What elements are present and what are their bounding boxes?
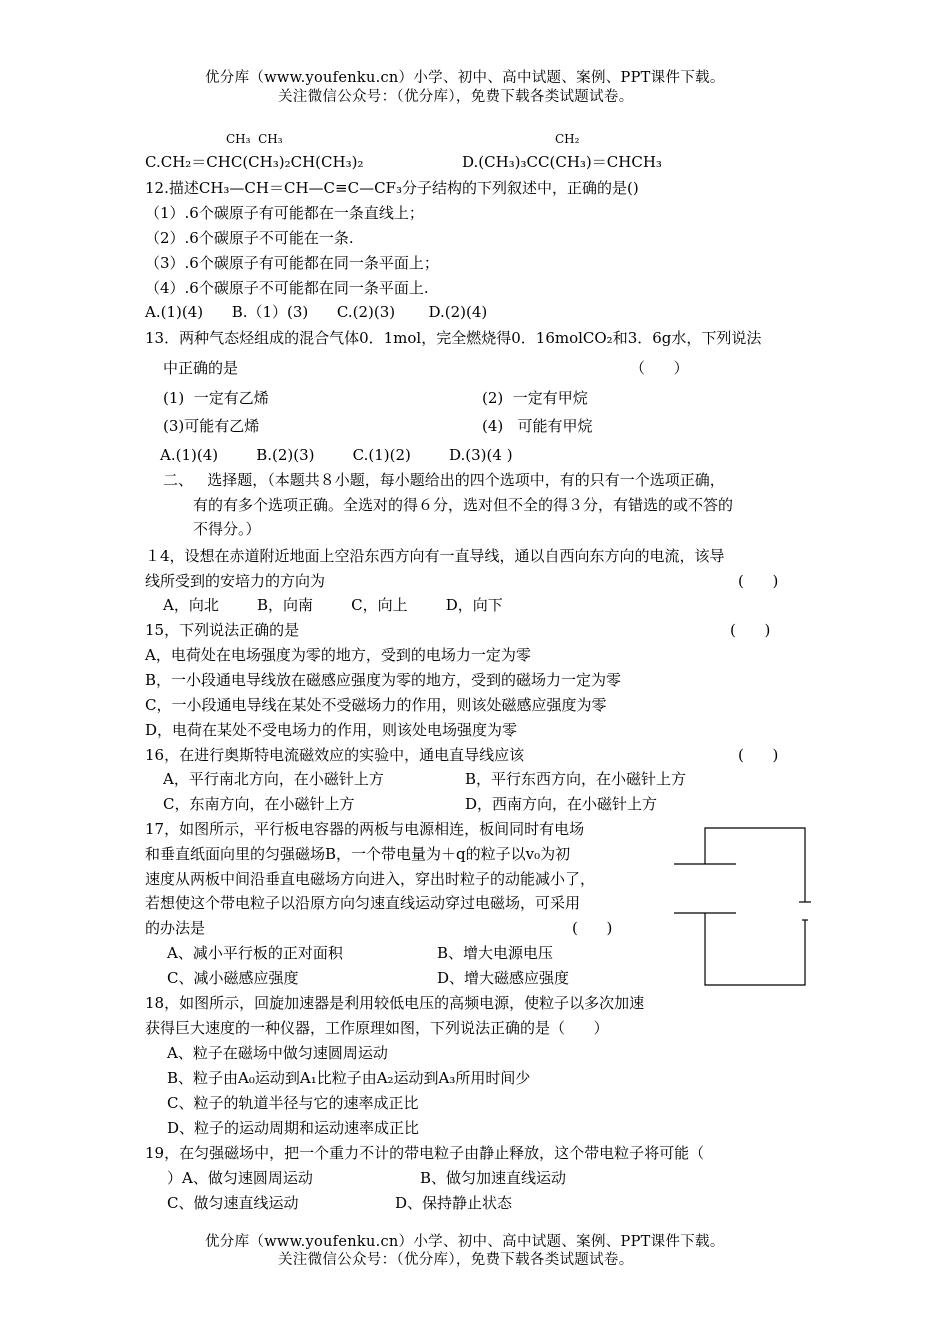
q17-option-a: A、减小平行板的正对面积 <box>167 944 343 962</box>
q12-stem: 12.描述CH₃—CH＝CH—C≡C—CF₃分子结构的下列叙述中，正确的是() <box>145 179 639 197</box>
q16-stem: 16，在进行奥斯特电流磁效应的实验中，通电直导线应该 <box>145 746 525 764</box>
q19-option-c: C、做匀速直线运动 <box>167 1194 299 1212</box>
q18-stem-2: 获得巨大速度的一种仪器，工作原理如图，下列说法正确的是（ ） <box>145 1019 609 1037</box>
header-line-1: 优分库（www.youfenku.cn）小学、初中、高中试题、案例、PPT课件下载。 <box>205 70 725 86</box>
q16-option-c: C，东南方向，在小磁针上方 <box>163 795 355 813</box>
q19-option-d: D、保持静止状态 <box>395 1194 513 1212</box>
q12-options: A.(1)(4) B.（1）(3) C.(2)(3) D.(2)(4) <box>145 303 488 321</box>
q14-answer-paren: ( ) <box>738 572 779 590</box>
q13-stem-cont: 中正确的是 <box>163 359 239 377</box>
q15-stem: 15，下列说法正确的是 <box>145 621 300 639</box>
q11-option-c: C.CH₂＝CHC(CH₃)₂CH(CH₃)₂ <box>145 153 364 171</box>
q17-stem-2: 和垂直纸面向里的匀强磁场B，一个带电量为＋q的粒子以v₀为初 <box>145 845 571 863</box>
q17-option-d: D、增大磁感应强度 <box>437 969 570 987</box>
q12-statement-1: （1）.6个碳原子有可能都在一条直线上； <box>145 204 424 222</box>
section2-intro-1: 二、 选择题，（本题共８小题，每小题给出的四个选项中，有的只有一个选项正确， <box>163 471 725 489</box>
q13-statement-2: (2) 一定有甲烷 <box>482 389 588 407</box>
q17-option-c: C、减小磁感应强度 <box>167 969 299 987</box>
section2-intro-3: 不得分。） <box>193 520 261 538</box>
circuit-wire <box>705 828 805 985</box>
q17-stem-5: 的办法是 <box>145 919 206 937</box>
q14-stem: １4，设想在赤道附近地面上空沿东西方向有一直导线，通以自西向东方向的电流，该导 <box>145 547 725 565</box>
footer-line-1: 优分库（www.youfenku.cn）小学、初中、高中试题、案例、PPT课件下载。 <box>205 1234 725 1250</box>
q18-option-c: C、粒子的轨道半径与它的速率成正比 <box>167 1094 419 1112</box>
q11-c-substituents: CH₃ CH₃ <box>226 132 283 146</box>
q16-answer-paren: ( ) <box>738 746 779 764</box>
q19-option-b: B、做匀加速直线运动 <box>420 1169 567 1187</box>
q12-statement-3: （3）.6个碳原子有可能都在同一条平面上； <box>145 254 439 272</box>
q12-statement-4: （4）.6个碳原子不可能都在同一条平面上. <box>145 279 429 297</box>
q13-statement-1: (1) 一定有乙烯 <box>163 389 269 407</box>
q13-stem: 13．两种气态烃组成的混合气体0．1mol，完全燃烧得0．16molCO₂和3．6g水，下列说法 <box>145 329 762 347</box>
q13-statement-4: (4) 可能有甲烷 <box>482 417 593 435</box>
q17-stem-4: 若想使这个带电粒子以沿原方向匀速直线运动穿过电磁场，可采用 <box>145 894 581 912</box>
q11-d-substituent: CH₂ <box>555 132 580 146</box>
q19-stem: 19，在匀强磁场中，把一个重力不计的带电粒子由静止释放，这个带电粒子将可能（ <box>145 1144 705 1162</box>
q15-option-d: D，电荷在某处不受电场力的作用，则该处电场强度为零 <box>145 721 518 739</box>
q13-answer-paren: （ ） <box>630 359 689 377</box>
q15-option-a: A，电荷处在电场强度为零的地方，受到的电场力一定为零 <box>145 646 531 664</box>
q17-stem-3: 速度从两板中间沿垂直电磁场方向进入，穿出时粒子的动能减小了， <box>145 870 596 888</box>
q13-statement-3: (3)可能有乙烯 <box>163 417 260 435</box>
q11-option-d: D.(CH₃)₃CC(CH₃)＝CHCH₃ <box>462 153 662 171</box>
q16-option-a: A，平行南北方向，在小磁针上方 <box>163 770 384 788</box>
q12-statement-2: （2）.6个碳原子不可能在一条. <box>145 229 354 247</box>
q15-option-b: B，一小段通电导线放在磁感应强度为零的地方，受到的磁场力一定为零 <box>145 671 622 689</box>
q14-options: A，向北 B，向南 C，向上 D，向下 <box>163 596 503 614</box>
capacitor-circuit-figure <box>672 826 812 996</box>
q16-option-d: D，西南方向，在小磁针上方 <box>465 795 658 813</box>
q18-option-d: D、粒子的运动周期和运动速率成正比 <box>167 1119 420 1137</box>
q17-answer-paren: ( ) <box>572 919 613 937</box>
q19-option-a: ）A、做匀速圆周运动 <box>167 1169 313 1187</box>
q18-option-a: A、粒子在磁场中做匀速圆周运动 <box>167 1044 388 1062</box>
q17-stem-1: 17，如图所示，平行板电容器的两板与电源相连，板间同时有电场 <box>145 820 585 838</box>
section2-intro-2: 有的有多个选项正确。全选对的得６分，选对但不全的得３分，有错选的或不答的 <box>193 496 734 514</box>
footer-line-2: 关注微信公众号：（优分库），免费下载各类试题试卷。 <box>278 1252 634 1268</box>
q18-stem-1: 18，如图所示，回旋加速器是利用较低电压的高频电源，使粒子以多次加速 <box>145 994 645 1012</box>
q18-option-b: B、粒子由A₀运动到A₁比粒子由A₂运动到A₃所用时间少 <box>167 1069 531 1087</box>
q14-stem-cont: 线所受到的安培力的方向为 <box>145 572 326 590</box>
header-line-2: 关注微信公众号：（优分库），免费下载各类试题试卷。 <box>278 89 634 105</box>
q16-option-b: B，平行东西方向，在小磁针上方 <box>465 770 687 788</box>
q17-option-b: B、增大电源电压 <box>437 944 554 962</box>
q15-answer-paren: ( ) <box>730 621 771 639</box>
q13-options: A.(1)(4) B.(2)(3) C.(1)(2) D.(3)(4 ) <box>160 446 513 464</box>
q15-option-c: C，一小段通电导线在某处不受磁场力的作用，则该处磁感应强度为零 <box>145 696 607 714</box>
